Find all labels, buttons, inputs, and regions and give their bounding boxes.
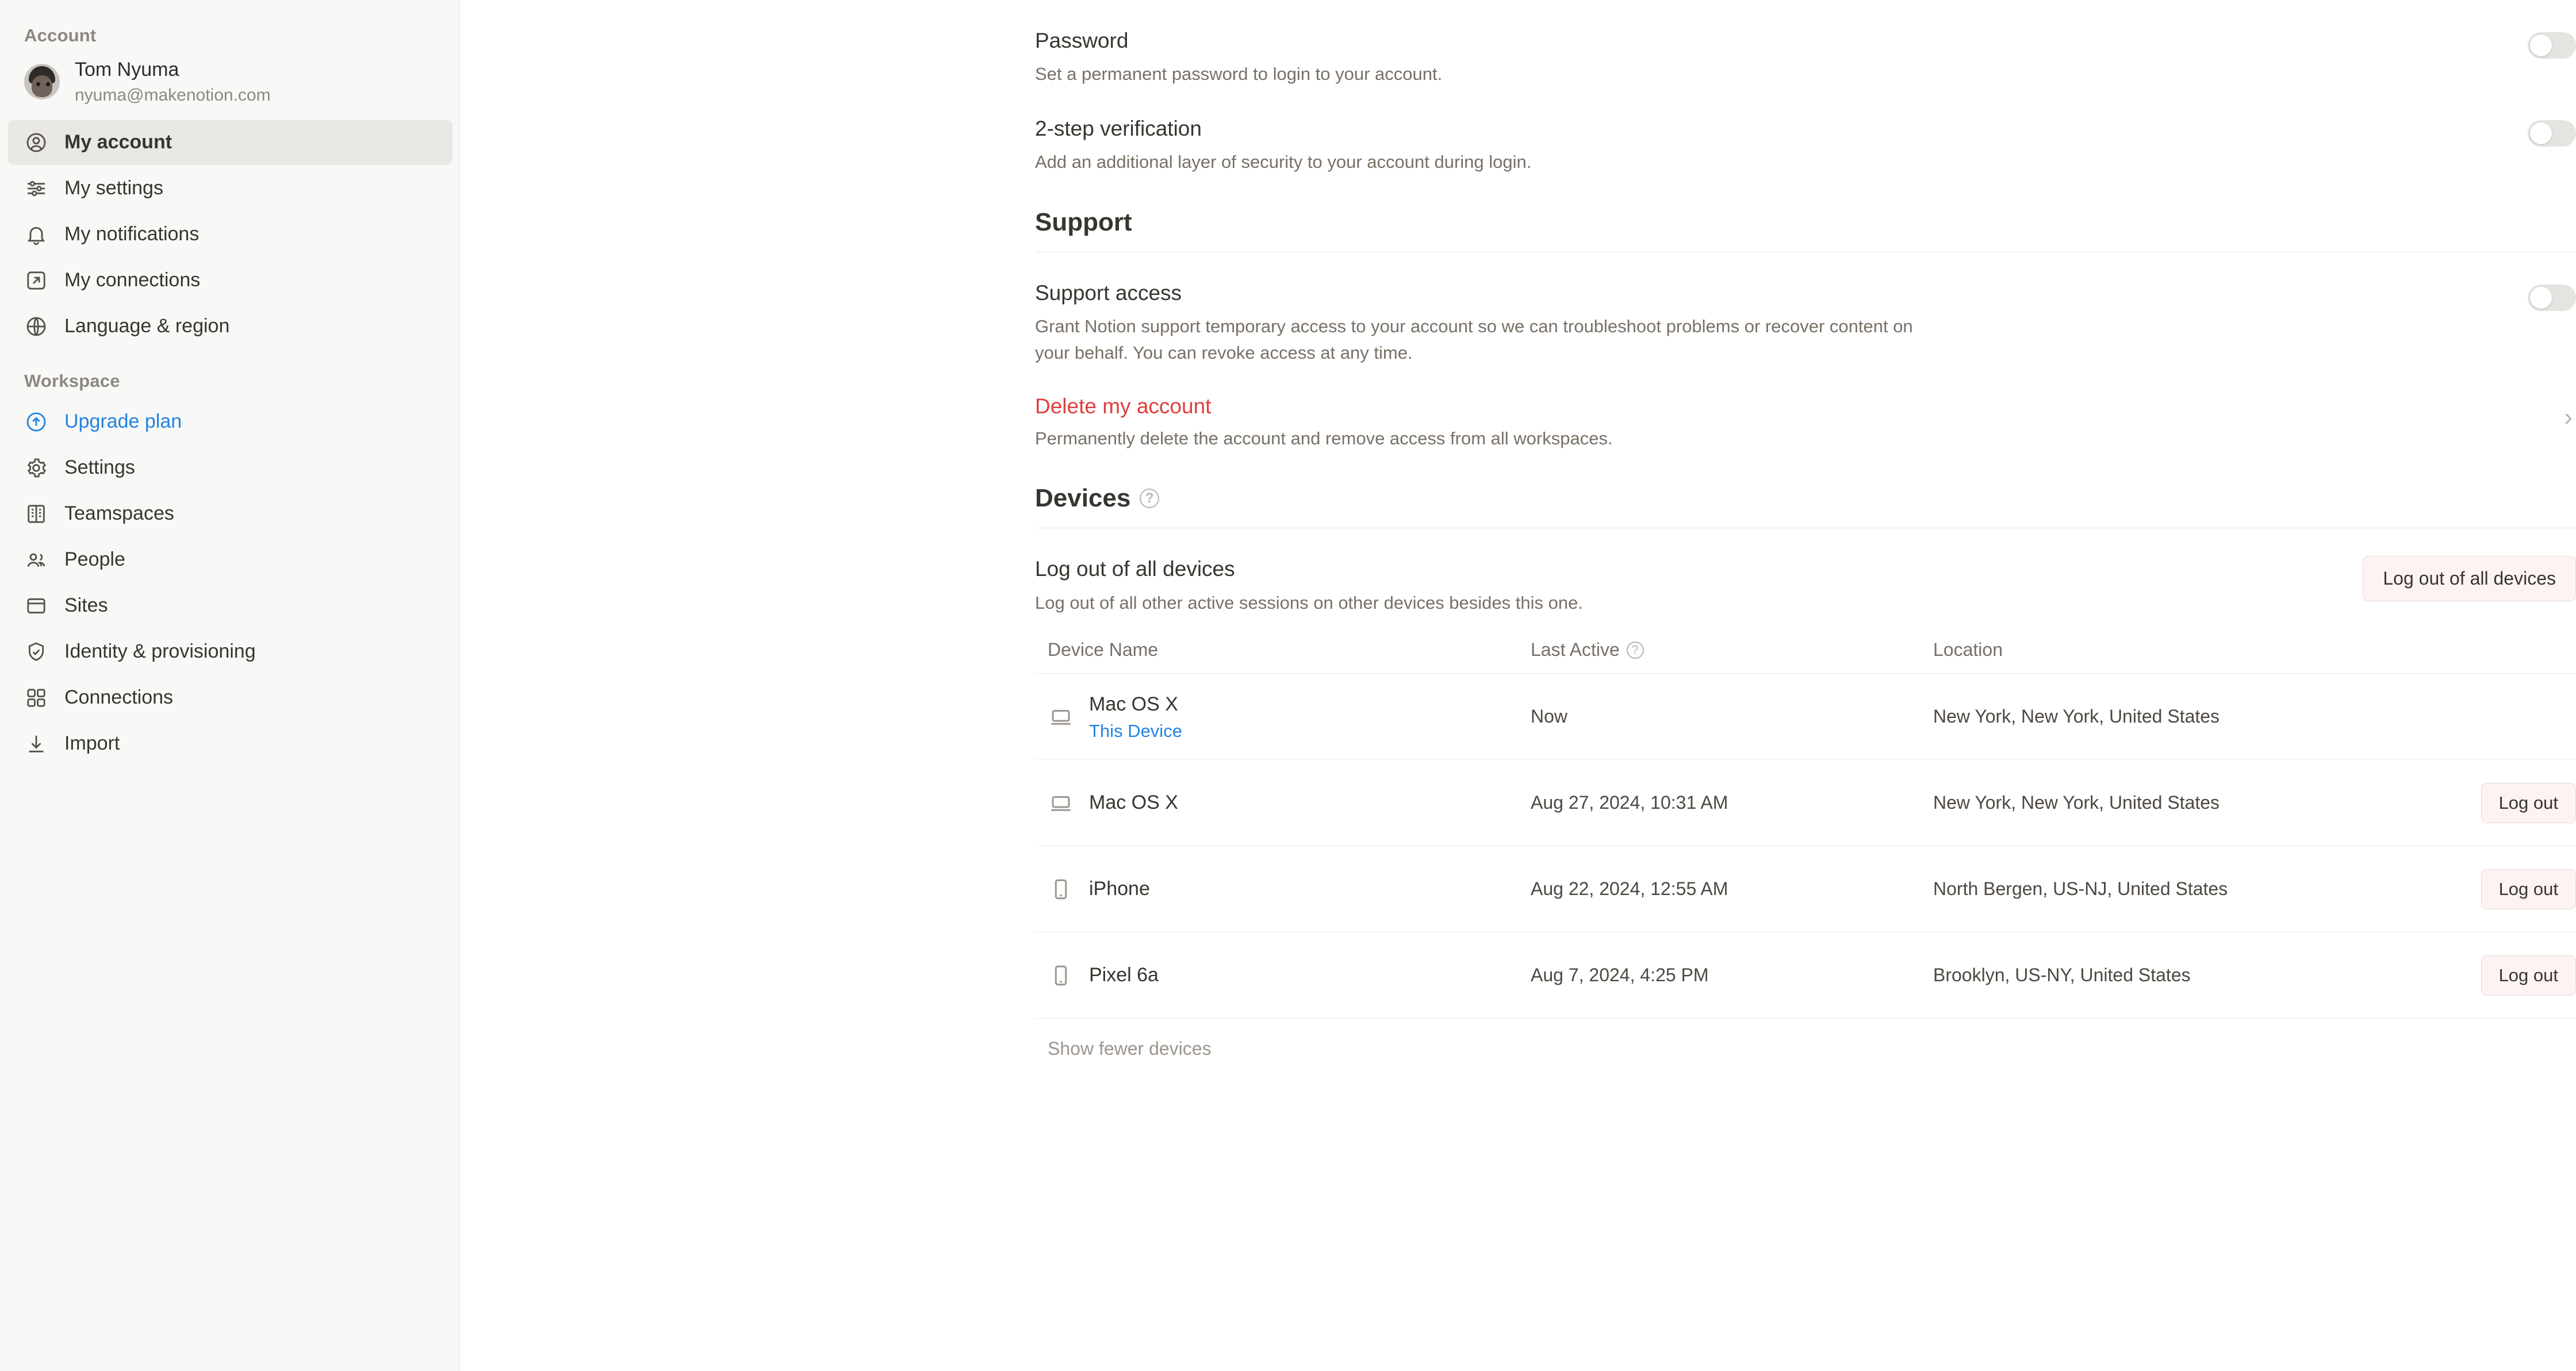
help-icon[interactable]: ? [1627,642,1644,659]
grid-icon [23,685,49,711]
sidebar-item-teamspaces[interactable] [8,491,453,536]
table-row [1035,760,2576,846]
sidebar-item-sites[interactable] [8,583,453,628]
sidebar-item-label: Language & region [64,315,230,337]
logout-all-title: Log out of all devices [1035,557,1235,581]
two-step-toggle[interactable] [2528,120,2576,147]
table-row [1035,846,2576,932]
location-value: North Bergen, US-NJ, United States [1933,878,2228,899]
password-desc: Set a permanent password to login to your account. [1035,64,1443,85]
location-value: New York, New York, United States [1933,706,2220,727]
logout-all-desc: Log out of all other active sessions on other devices besides this one. [1035,592,1583,613]
sidebar-item-label: Teamspaces [64,502,174,524]
globe-icon [23,313,49,340]
sidebar-item-label: My notifications [64,223,200,245]
password-row [1035,0,2576,88]
avatar [24,64,60,99]
password-title: Password [1035,29,1129,52]
sidebar-item-import[interactable] [8,721,453,766]
sidebar [0,0,460,1371]
account-card[interactable] [0,53,459,119]
sidebar-item-label: Upgrade plan [64,410,182,432]
this-device-label[interactable]: This Device [1089,720,1182,741]
phone-icon [1048,876,1074,903]
log-out-button[interactable]: Log out [2481,783,2576,823]
log-out-button[interactable]: Log out [2481,869,2576,909]
device-name: Pixel 6a [1089,964,1159,986]
column-header-location: Location [1933,639,2003,660]
last-active-value: Aug 22, 2024, 12:55 AM [1531,878,1728,899]
support-access-row [1035,252,2576,367]
sidebar-account-section-label: Account [24,25,97,45]
sidebar-item-label: Identity & provisioning [64,640,256,662]
gear-icon [23,455,49,481]
account-name: Tom Nyuma [75,59,179,80]
sidebar-item-upgrade-plan[interactable] [8,400,453,444]
sidebar-item-label: My account [64,131,172,153]
password-toggle[interactable] [2528,32,2576,59]
sidebar-workspace-section-label: Workspace [24,370,120,391]
sidebar-item-label: Settings [64,456,135,478]
main-content [460,0,2573,1371]
sidebar-item-label: My settings [64,177,163,199]
location-value: New York, New York, United States [1933,792,2220,813]
column-header-last-active [1531,639,1933,660]
sidebar-item-connections[interactable] [8,675,453,720]
sliders-icon [23,175,49,202]
support-heading-label: Support [1035,208,1132,236]
table-header [1035,639,2576,674]
two-step-verification-row [1035,88,2576,176]
table-row [1035,674,2576,760]
sidebar-item-label: My connections [64,269,201,291]
bell-icon [23,221,49,248]
sidebar-item-people[interactable] [8,537,453,582]
column-header-last-active-label: Last Active [1531,639,1620,660]
devices-heading-label: Devices [1035,484,1131,513]
location-value: Brooklyn, US-NY, United States [1933,965,2191,985]
download-icon [23,731,49,757]
sidebar-item-my-settings[interactable] [8,166,453,211]
phone-icon [1048,962,1074,989]
support-heading [1035,208,2576,237]
last-active-value: Aug 7, 2024, 4:25 PM [1531,965,1709,985]
delete-account-title[interactable]: Delete my account [1035,394,1212,418]
sidebar-item-label: Sites [64,594,108,616]
devices-heading [1035,484,2576,513]
log-out-of-all-devices-button[interactable]: Log out of all devices [2363,556,2576,601]
help-icon[interactable]: ? [1140,489,1159,508]
logout-all-devices-row [1035,528,2576,616]
device-name: iPhone [1089,878,1150,900]
show-fewer-devices-button[interactable]: Show fewer devices [1048,1038,1212,1059]
last-active-value: Now [1531,706,1568,727]
device-name: Mac OS X [1089,792,1178,814]
shield-check-icon [23,639,49,665]
sidebar-item-label: People [64,548,125,570]
sidebar-item-language-region[interactable] [8,304,453,349]
sidebar-item-my-account[interactable] [8,120,453,165]
log-out-button[interactable]: Log out [2481,955,2576,996]
two-step-desc: Add an additional layer of security to your account during login. [1035,152,1532,172]
window-icon [23,593,49,619]
support-access-title: Support access [1035,281,1182,305]
table-row [1035,932,2576,1019]
sidebar-item-my-connections[interactable] [8,258,453,303]
last-active-value: Aug 27, 2024, 10:31 AM [1531,792,1728,813]
support-access-desc: Grant Notion support temporary access to your account so we can troubleshoot problems or recover content on your behalf. You can revoke access at any time. [1035,316,1913,363]
two-step-title: 2-step verification [1035,116,1202,140]
chevron-right-icon[interactable]: › [2564,402,2573,431]
arrow-up-circle-icon [23,409,49,435]
devices-table [1035,639,2576,1059]
sidebar-item-identity-provisioning[interactable] [8,629,453,674]
device-name: Mac OS X [1089,693,1178,716]
sidebar-item-label: Connections [64,686,174,708]
column-header-device-name: Device Name [1048,639,1159,660]
user-circle-icon [23,129,49,156]
sidebar-item-settings[interactable] [8,446,453,490]
people-icon [23,547,49,573]
support-access-toggle[interactable] [2528,285,2576,311]
sidebar-item-label: Import [64,732,120,754]
arrow-up-right-box-icon [23,267,49,294]
delete-account-desc: Permanently delete the account and remove access from all workspaces. [1035,428,1613,448]
delete-account-row[interactable] [1035,367,2576,452]
account-email: nyuma@makenotion.com [75,85,271,105]
building-icon [23,501,49,527]
laptop-icon [1048,790,1074,816]
laptop-icon [1048,704,1074,730]
sidebar-item-my-notifications[interactable] [8,212,453,257]
